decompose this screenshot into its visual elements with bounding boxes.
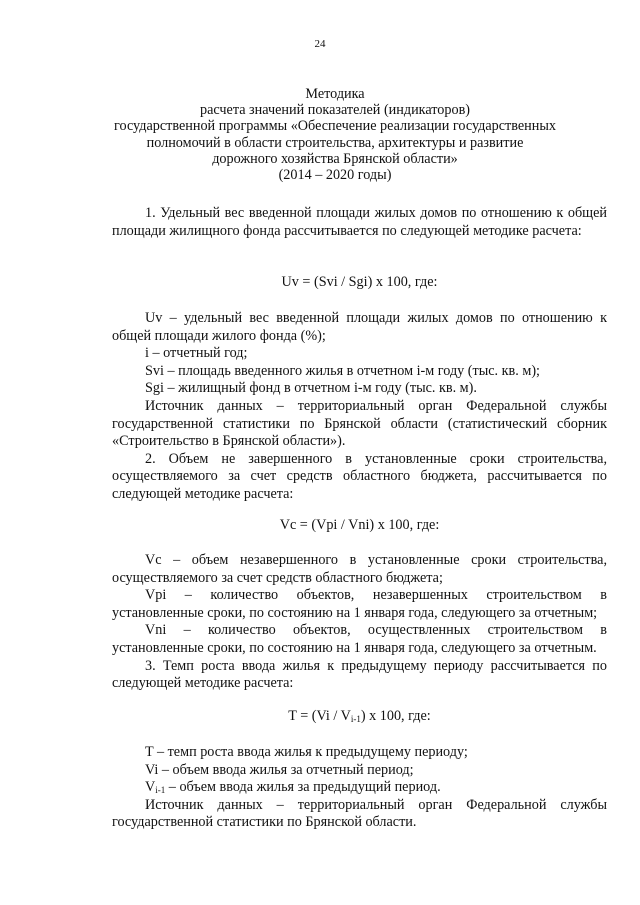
section-3-definitions <box>112 744 607 832</box>
title-line-4: полномочий в области строительства, архитектуры и развитие <box>146 134 524 151</box>
definition-vpi: Vpi – количество объектов, незавершенных строительством в установленные сроки, по состоянию на 1 января года, следующего за отчетным; <box>112 587 607 621</box>
definition-vc: Vc – объем незавершенного в установленные сроки строительства, осуществляемого за счет средств областного бюджета; <box>112 552 607 586</box>
definition-vni: Vni – количество объектов, осуществленных строительством в установленные сроки, по состоянию на 1 января года, следующего за отчетным. <box>112 622 607 656</box>
definition-sgi: Sgi – жилищный фонд в отчетном i-м году (тыс. кв. м). <box>145 380 477 397</box>
title-line-2: расчета значений показателей (индикаторов) <box>200 102 470 119</box>
definition-vi-1-suffix: – объем ввода жилья за предыдущий период. <box>165 779 441 796</box>
formula-t-subscript: i-1 <box>350 714 361 724</box>
definition-vi-1-prefix: V <box>145 779 156 796</box>
section-1-intro <box>112 205 607 240</box>
formula-t <box>112 708 607 725</box>
section-3-intro: 3. Темп роста ввода жилья к предыдущему периоду рассчитывается по следующей методике расчета: <box>112 657 607 692</box>
document-title <box>70 86 600 183</box>
title-line-5: дорожного хозяйства Брянской области» <box>212 150 458 167</box>
page-number: 24 <box>314 38 326 50</box>
formula-uv: Uv = (Svi / Sgi) х 100, где: <box>281 274 438 290</box>
section-2-intro: 2. Объем не завершенного в установленные сроки строительства, осуществляемого за счет средств областного бюджета, рассчитывается по следующей методике расчета: <box>112 450 607 502</box>
title-line-6: (2014 – 2020 годы) <box>278 167 392 184</box>
formula-t-suffix: ) х 100, где: <box>360 708 431 724</box>
definition-vi: Vi – объем ввода жилья за отчетный период; <box>145 761 414 778</box>
definition-svi: Svi – площадь введенного жилья в отчетном i-м году (тыс. кв. м); <box>145 362 540 379</box>
section-1-definitions <box>112 310 607 504</box>
title-line-1: Методика <box>305 86 365 102</box>
section-2-definitions <box>112 552 607 693</box>
paragraph: 1. Удельный вес введенной площади жилых домов по отношению к общей площади жилищного фонда рассчитывается по следующей методике расчета: <box>112 205 607 239</box>
definition-uv: Uv – удельный вес введенной площади жилых домов по отношению к общей площади жилого фонда (%); <box>112 310 607 344</box>
definition-vi-1-subscript: i-1 <box>155 785 166 796</box>
definition-t: T – темп роста ввода жилья к предыдущему периоду; <box>145 744 468 760</box>
data-source-1: Источник данных – территориальный орган Федеральной службы государственной статистики по Брянской области (статистический сборник «Строительство в Брянской области»). <box>112 397 607 450</box>
title-line-3: государственной программы «Обеспечение реализации государственных <box>114 118 556 135</box>
formula-vc: Vc = (Vpi / Vni) х 100, где: <box>279 517 440 533</box>
definition-i: i – отчетный год; <box>145 345 248 362</box>
data-source-3: Источник данных – территориальный орган Федеральной службы государственной статистики по Брянской области. <box>112 796 607 831</box>
definition-vi-1 <box>112 779 607 797</box>
formula-t-prefix: T = (Vi / V <box>288 708 351 724</box>
